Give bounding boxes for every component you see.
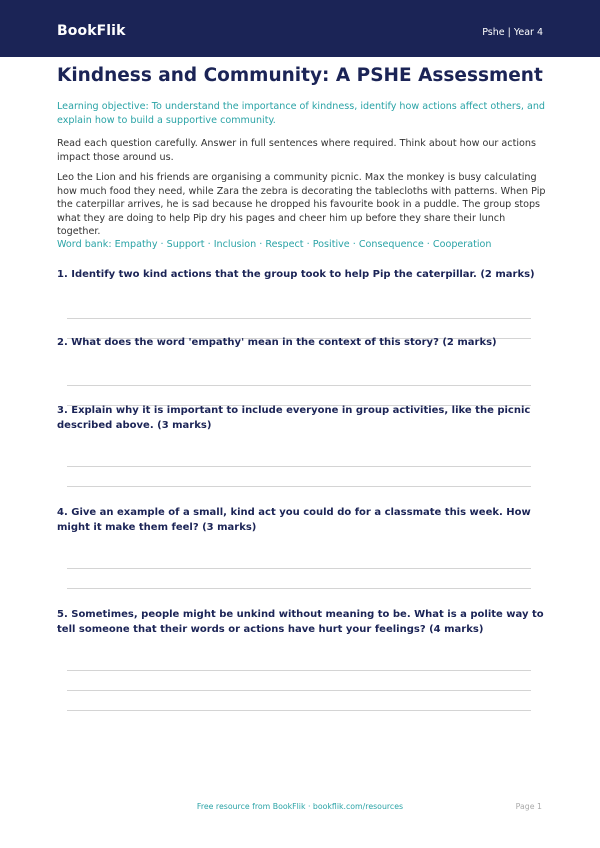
subject-year-label: Pshe | Year 4 xyxy=(482,27,543,38)
question-1: 1. Identify two kind actions that the group took to help Pip the caterpillar. (2 marks) xyxy=(57,269,535,280)
page-title: Kindness and Community: A PSHE Assessment xyxy=(57,65,543,86)
word-bank: Word bank: Empathy · Support · Inclusion · Respect · Positive · Consequence · Cooperation xyxy=(57,239,492,250)
page-number: Page 1 xyxy=(515,802,542,811)
learning-objective: Learning objective: To understand the importance of kindness, identify how actions affect others, and explain how to build a supportive community. xyxy=(57,101,546,126)
answer-line[interactable] xyxy=(67,568,531,569)
instructions: Read each question carefully. Answer in full sentences where required. Think about how our actions impact those around us. xyxy=(57,138,536,163)
footer-resource-link[interactable]: Free resource from BookFlik · bookflik.com/resources xyxy=(196,802,404,811)
answer-line[interactable] xyxy=(67,385,531,386)
question-4: 4. Give an example of a small, kind act you could do for a classmate this week. How might it make them feel? (3 marks) xyxy=(57,507,531,533)
answer-line[interactable] xyxy=(67,466,531,467)
header-bar xyxy=(0,0,600,57)
question-5: 5. Sometimes, people might be unkind without meaning to be. What is a polite way to tell someone that their words or actions have hurt your feelings? (4 marks) xyxy=(57,609,544,635)
answer-line[interactable] xyxy=(67,588,531,589)
question-3: 3. Explain why it is important to include everyone in group activities, like the picnic described above. (3 marks) xyxy=(57,405,531,431)
answer-line[interactable] xyxy=(67,486,531,487)
answer-line[interactable] xyxy=(67,318,531,319)
answer-line[interactable] xyxy=(67,690,531,691)
brand-logo: BookFlik xyxy=(57,23,126,39)
story-passage: Leo the Lion and his friends are organising a community picnic. Max the monkey is busy calculating how much food they need, while Zara the zebra is decorating the tablecloths with patterns. When Pip the caterpillar arrives, he is sad because he dropped his favourite book in a puddle. The group stops what they are doing to help Pip dry his pages and cheer him up before they share their lunch together. xyxy=(57,172,546,238)
answer-line[interactable] xyxy=(67,710,531,711)
answer-line[interactable] xyxy=(67,670,531,671)
question-2: 2. What does the word 'empathy' mean in the context of this story? (2 marks) xyxy=(57,337,497,348)
